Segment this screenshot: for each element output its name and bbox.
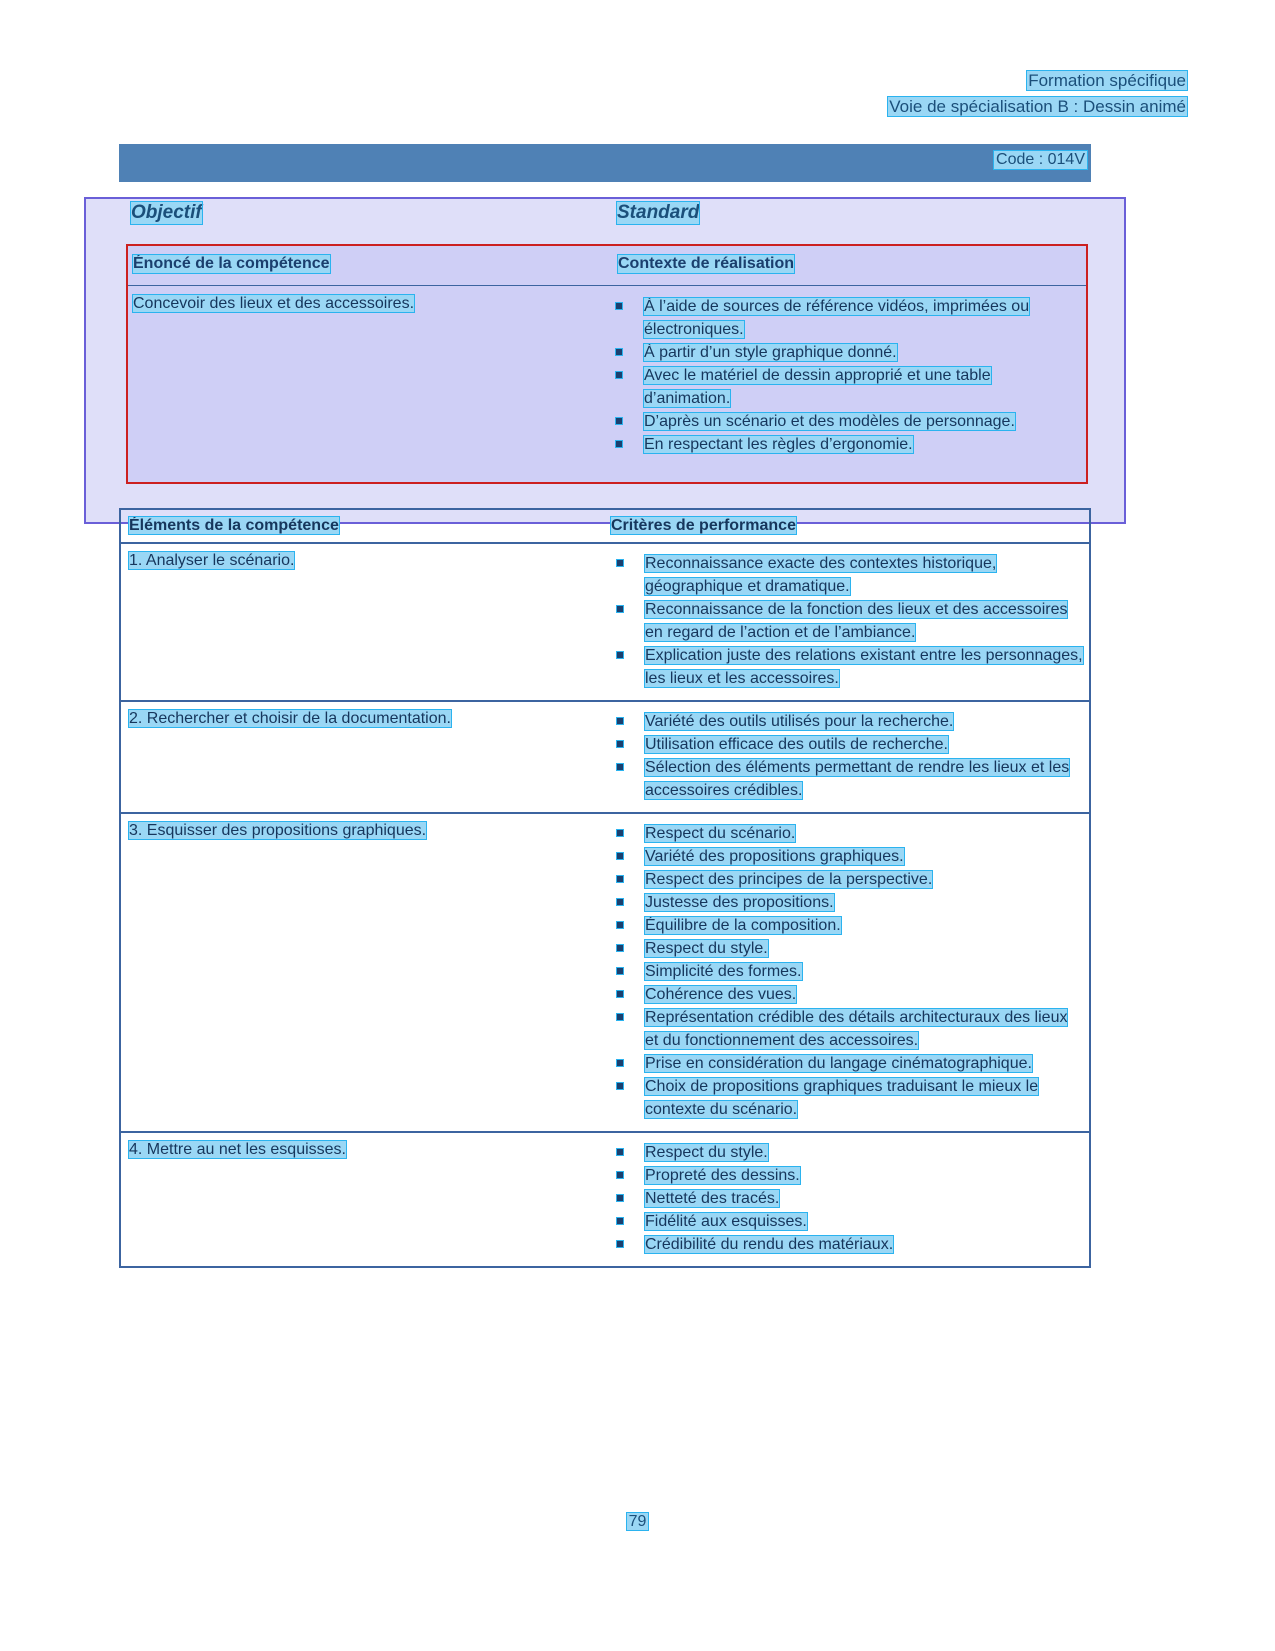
- bullet-icon: [617, 741, 623, 747]
- criteres-list: [611, 552, 1083, 690]
- bullet-icon: [617, 899, 623, 905]
- page-header: [888, 68, 1187, 120]
- list-item: Reconnaissance exacte des contextes historique, géographique et dramatique.: [611, 552, 1083, 598]
- list-item: En respectant les règles d’ergonomie.: [610, 433, 1080, 456]
- list-item: D’après un scénario et des modèles de personnage.: [610, 410, 1080, 433]
- bullet-icon: [617, 922, 623, 928]
- bullet-icon: [617, 1172, 623, 1178]
- bullet-icon: [617, 830, 623, 836]
- header-cell-criteres: Critères de performance: [611, 517, 796, 534]
- competence-table: [119, 508, 1091, 1268]
- list-item: À l’aide de sources de référence vidéos, imprimées ou électroniques.: [610, 295, 1080, 341]
- bullet-icon: [617, 1014, 623, 1020]
- table-divider: [128, 285, 1086, 286]
- bullet-icon: [617, 968, 623, 974]
- list-item: Fidélité aux esquisses.: [611, 1210, 1083, 1233]
- bullet-icon: [617, 1241, 623, 1247]
- standard-title: Standard: [617, 202, 700, 223]
- enonce-cell: [133, 295, 593, 313]
- bullet-icon: [617, 764, 623, 770]
- bullet-icon: [616, 349, 622, 355]
- bullet-icon: [617, 1195, 623, 1201]
- list-item: Utilisation efficace des outils de recherche.: [611, 733, 1083, 756]
- bullet-icon: [617, 945, 623, 951]
- contexte-header: Contexte de réalisation: [618, 255, 795, 272]
- list-item: Reconnaissance de la fonction des lieux et des accessoires en regard de l’action et de l’ambiance.: [611, 598, 1083, 644]
- element-cell: 4. Mettre au net les esquisses.: [129, 1141, 346, 1158]
- list-item: Respect du style.: [611, 1141, 1083, 1164]
- enonce-header: Énoncé de la compétence: [133, 255, 330, 272]
- element-cell: 2. Rechercher et choisir de la documentation.: [129, 710, 451, 727]
- criteres-cell: [611, 814, 1089, 1131]
- list-item: Représentation crédible des détails architecturaux des lieux et du fonctionnement des accessoires.: [611, 1006, 1083, 1052]
- list-item: Cohérence des vues.: [611, 983, 1083, 1006]
- header-line-2: Voie de spécialisation B : Dessin animé: [889, 97, 1186, 116]
- objectif-title: Objectif: [131, 202, 202, 223]
- element-cell: 3. Esquisser des propositions graphiques.: [129, 822, 427, 839]
- list-item: Explication juste des relations existant entre les personnages, les lieux et les accessoires.: [611, 644, 1083, 690]
- list-item: Équilibre de la composition.: [611, 914, 1083, 937]
- bullet-icon: [617, 991, 623, 997]
- criteres-list: [611, 1141, 1083, 1256]
- list-item: Crédibilité du rendu des matériaux.: [611, 1233, 1083, 1256]
- bullet-icon: [617, 1218, 623, 1224]
- element-cell: 1. Analyser le scénario.: [129, 552, 295, 569]
- header-line-1: Formation spécifique: [1028, 71, 1186, 90]
- table-row: [121, 544, 1089, 702]
- list-item: Netteté des tracés.: [611, 1187, 1083, 1210]
- list-item: Choix de propositions graphiques traduisant le mieux le contexte du scénario.: [611, 1075, 1083, 1121]
- bullet-icon: [617, 606, 623, 612]
- list-item: Simplicité des formes.: [611, 960, 1083, 983]
- table-row: [121, 814, 1089, 1133]
- contexte-cell: [610, 295, 1080, 456]
- bullet-icon: [617, 718, 623, 724]
- bullet-icon: [617, 1149, 623, 1155]
- criteres-list: [611, 822, 1083, 1121]
- table-header-row: [121, 510, 1089, 544]
- enonce-contexte-table: [126, 244, 1088, 484]
- list-item: Variété des propositions graphiques.: [611, 845, 1083, 868]
- bullet-icon: [616, 441, 622, 447]
- list-item: À partir d’un style graphique donné.: [610, 341, 1080, 364]
- table-row: [121, 702, 1089, 814]
- bullet-icon: [617, 876, 623, 882]
- code-bar: [119, 144, 1091, 182]
- enonce-text: Concevoir des lieux et des accessoires.: [133, 295, 415, 312]
- criteres-cell: [611, 1133, 1089, 1266]
- bullet-icon: [617, 1060, 623, 1066]
- bullet-icon: [617, 853, 623, 859]
- bullet-icon: [616, 418, 622, 424]
- criteres-list: [611, 710, 1083, 802]
- contexte-list: [610, 295, 1080, 456]
- list-item: Variété des outils utilisés pour la recherche.: [611, 710, 1083, 733]
- bullet-icon: [617, 652, 623, 658]
- list-item: Respect du scénario.: [611, 822, 1083, 845]
- bullet-icon: [616, 372, 622, 378]
- list-item: Prise en considération du langage cinématographique.: [611, 1052, 1083, 1075]
- objectif-standard-block: [84, 197, 1126, 524]
- list-item: Justesse des propositions.: [611, 891, 1083, 914]
- criteres-cell: [611, 702, 1089, 812]
- list-item: Avec le matériel de dessin approprié et une table d’animation.: [610, 364, 1080, 410]
- list-item: Respect du style.: [611, 937, 1083, 960]
- page-number: 79: [628, 1513, 647, 1530]
- bullet-icon: [617, 560, 623, 566]
- table-row: [121, 1133, 1089, 1266]
- list-item: Propreté des dessins.: [611, 1164, 1083, 1187]
- criteres-cell: [611, 544, 1089, 700]
- code-label: Code : 014V: [996, 151, 1085, 168]
- bullet-icon: [617, 1083, 623, 1089]
- list-item: Sélection des éléments permettant de rendre les lieux et les accessoires crédibles.: [611, 756, 1083, 802]
- header-cell-elements: Éléments de la compétence: [129, 517, 339, 534]
- bullet-icon: [616, 303, 622, 309]
- list-item: Respect des principes de la perspective.: [611, 868, 1083, 891]
